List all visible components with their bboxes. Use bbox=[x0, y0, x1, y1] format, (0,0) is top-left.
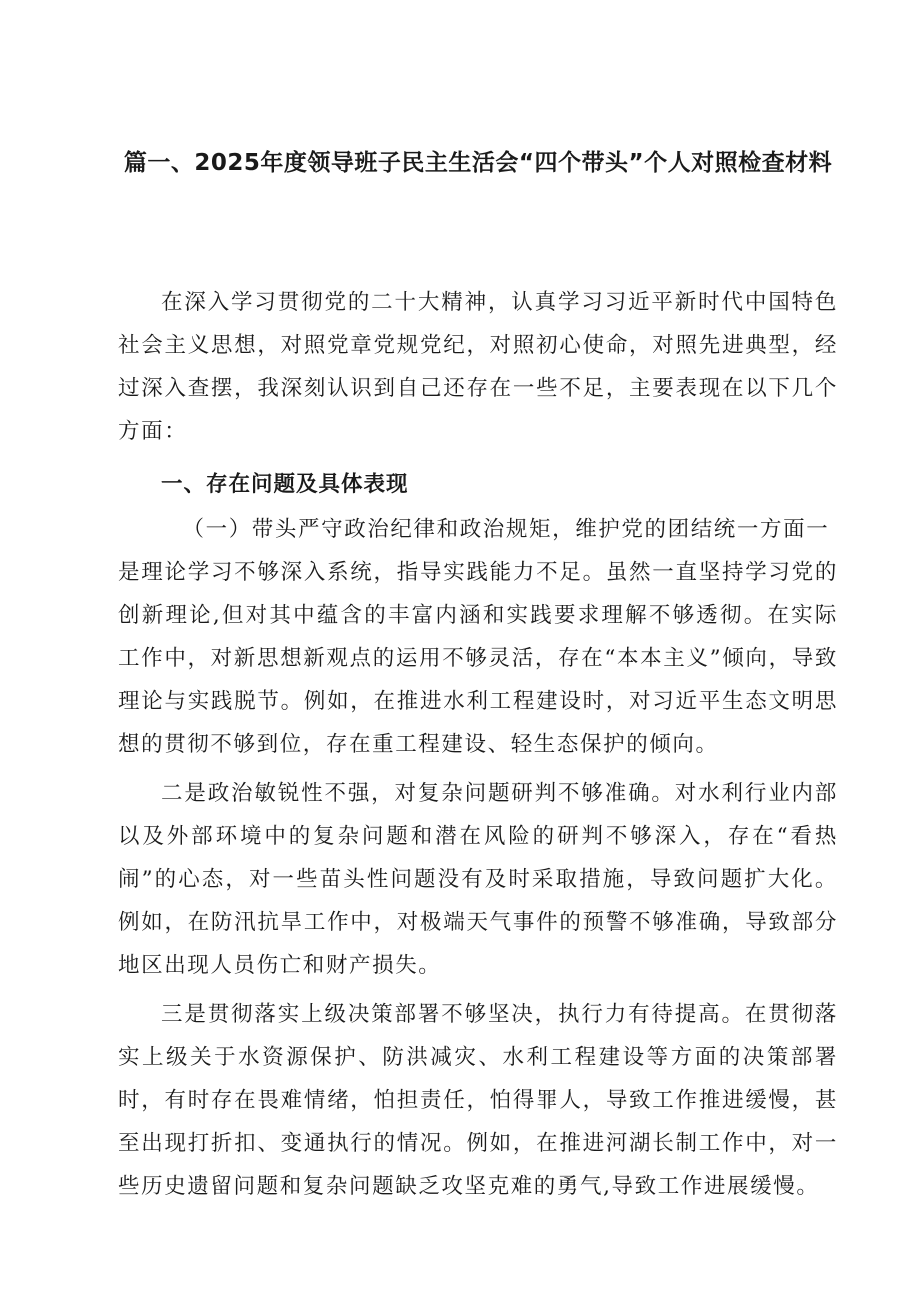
document-title: 篇一、2025年度领导班子民主生活会“四个带头”个人对照检查材料 bbox=[123, 150, 833, 176]
document-body bbox=[118, 281, 838, 1208]
intro-paragraph: 在深入学习贯彻党的二十大精神，认真学习习近平新时代中国特色社会主义思想，对照党章党规党纪，对照初心使命，对照先进典型，经过深入查摆，我深刻认识到自己还存在一些不足，主要表现在以下几个方面： bbox=[118, 290, 838, 444]
section-heading: 一、存在问题及具体表现 bbox=[161, 472, 409, 497]
body-paragraph-3: 三是贯彻落实上级决策部署不够坚决，执行力有待提高。在贯彻落实上级关于水资源保护、防洪减灾、水利工程建设等方面的决策部署时，有时存在畏难情绪，怕担责任，怕得罪人，导致工作推进缓慢，甚至出现打折扣、变通执行的情况。例如，在推进河湖长制工作中，对一些历史遗留问题和复杂问题缺乏攻坚克难的勇气,导致工作进展缓慢。 bbox=[118, 1002, 838, 1199]
body-paragraph-2: 二是政治敏锐性不强，对复杂问题研判不够准确。对水利行业内部以及外部环境中的复杂问题和潜在风险的研判不够深入，存在“看热闹”的心态，对一些苗头性问题没有及时采取措施，导致问题扩大化。例如，在防汛抗旱工作中，对极端天气事件的预警不够准确，导致部分地区出现人员伤亡和财产损失。 bbox=[118, 781, 838, 978]
body-paragraph-1: 是理论学习不够深入系统，指导实践能力不足。虽然一直坚持学习党的创新理论,但对其中蕴含的丰富内涵和实践要求理解不够透彻。在实际工作中，对新思想新观点的运用不够灵活，存在“本本主义”倾向，导致理论与实践脱节。例如，在推进水利工程建设时，对习近平生态文明思想的贯彻不够到位，存在重工程建设、轻生态保护的倾向。 bbox=[118, 560, 838, 757]
subsection-heading: （一）带头严守政治纪律和政治规矩，维护党的团结统一方面一 bbox=[182, 517, 830, 542]
